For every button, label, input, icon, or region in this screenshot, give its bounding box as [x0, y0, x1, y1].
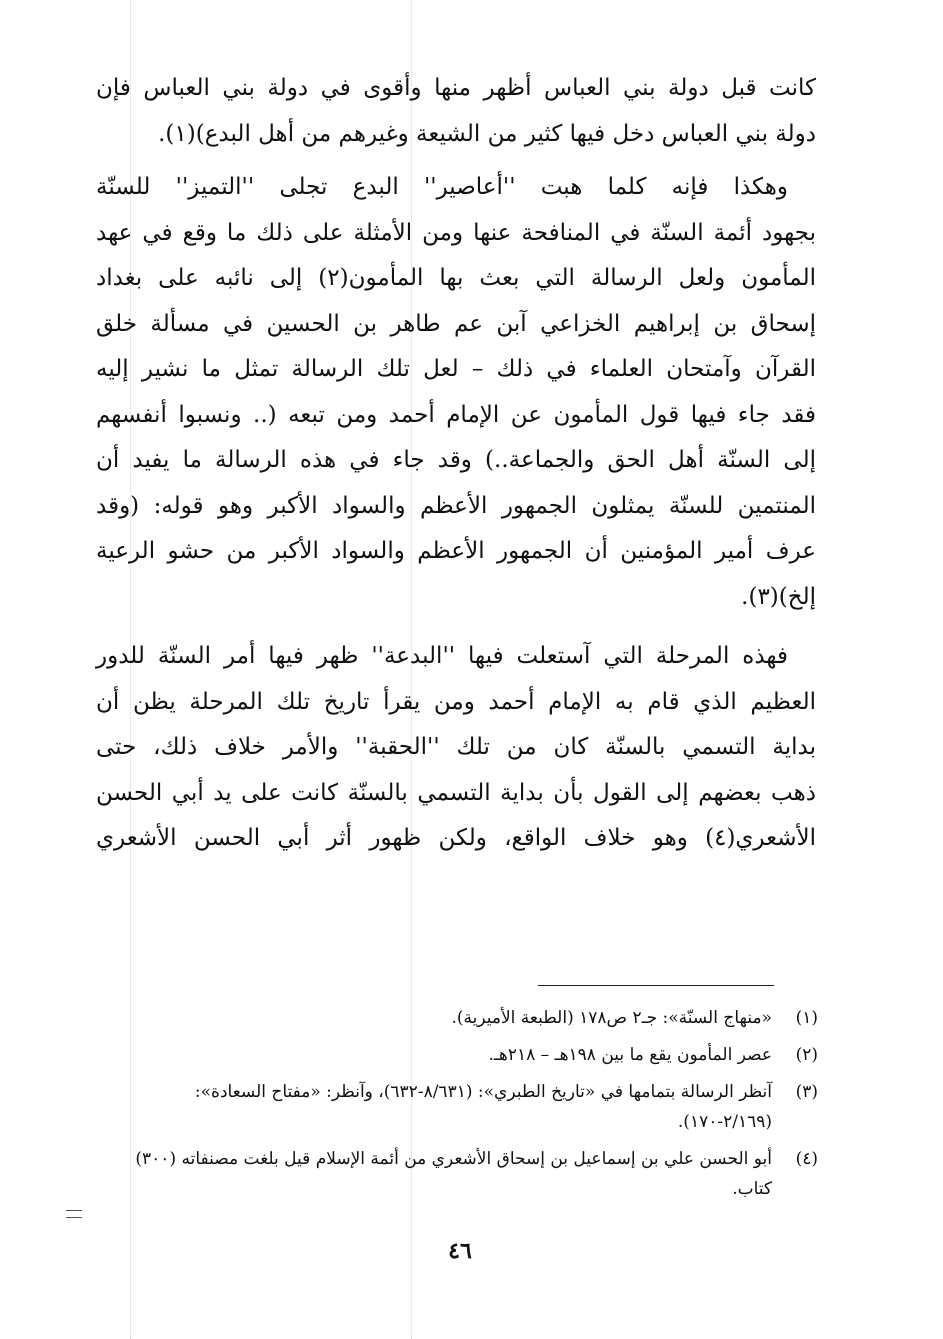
text-line: القرآن وآمتحان العلماء في ذلك – لعل تلك الرسالة تمثل ما نشير إليه	[96, 356, 816, 382]
footnote-text: عصر المأمون يقع ما بين ١٩٨هـ – ٢١٨هـ.	[488, 1045, 772, 1065]
footnote-text: «منهاج السنّة»: جـ٢ ص١٧٨ (الطبعة الأميرية).	[451, 1008, 772, 1028]
footnote-number: (١)	[795, 1008, 818, 1028]
text-line: كانت قبل دولة بني العباس أظهر منها وأقوى في دولة بني العباس فإن	[96, 75, 816, 101]
text-line: إلخ)(٣).	[741, 583, 816, 610]
footnotes	[96, 1003, 818, 1211]
paragraph-3	[96, 634, 816, 862]
paragraph-1	[96, 66, 816, 157]
text-line: ذهب بعضهم إلى القول بأن بداية التسمي بالسنّة كانت على يد أبي الحسن	[96, 779, 816, 806]
footnote-item	[96, 1003, 818, 1033]
paragraph-2	[96, 165, 816, 620]
footnote-text: آنظر الرسالة بتمامها في «تاريخ الطبري»: (٨/٦٣١-٦٣٢)، وآنظر: «مفتاح السعادة»: (٢/١٦٩-١٧٠).	[194, 1082, 772, 1132]
text-line: بجهود أئمة السنّة في المنافحة عنها ومن الأمثلة على ذلك ما وقع في عهد	[96, 219, 816, 246]
footnote-separator	[538, 985, 774, 986]
text-line: فهذه المرحلة التي آستعلت فيها ''البدعة'' ظهر فيها أمر السنّة للدور	[96, 643, 788, 669]
footnote-item	[96, 1144, 818, 1204]
page-number: ٤٦	[448, 1238, 472, 1264]
text-line: عرف أمير المؤمنين أن الجمهور الأعظم والسواد الأكبر من حشو الرعية	[96, 538, 816, 564]
text-line: الأشعري(٤) وهو خلاف الواقع، ولكن ظهور أثر أبي الحسن الأشعري	[96, 825, 816, 851]
main-text	[96, 66, 816, 862]
footnote-number: (٤)	[795, 1149, 818, 1169]
footnote-number: (٢)	[795, 1045, 818, 1065]
text-line: بداية التسمي بالسنّة كان من تلك ''الحقبة'' والأمر خلاف ذلك، حتى	[96, 734, 816, 760]
footnote-item	[96, 1040, 818, 1070]
margin-mark	[66, 1210, 82, 1218]
footnote-text: أبو الحسن علي بن إسماعيل بن إسحاق الأشعري من أئمة الإسلام قيل بلغت مصنفاته (٣٠٠) كتاب.	[135, 1149, 772, 1199]
text-line: إسحاق بن إبراهيم الخزاعي آبن عم طاهر بن الحسين في مسألة خلق	[96, 310, 816, 337]
text-line: العظيم الذي قام به الإمام أحمد ومن يقرأ تاريخ تلك المرحلة يظن أن	[96, 688, 816, 715]
footnote-item	[96, 1077, 818, 1137]
text-line: إلى السنّة أهل الحق والجماعة..) وقد جاء في هذه الرسالة ما يفيد أن	[96, 447, 816, 473]
text-line: دولة بني العباس دخل فيها كثير من الشيعة وغيرهم من أهل البدع)(١).	[158, 120, 816, 147]
footnote-number: (٣)	[795, 1082, 818, 1102]
text-line: المنتمين للسنّة يمثلون الجمهور الأعظم والسواد الأكبر وهو قوله: (وقد	[96, 492, 816, 519]
text-line: المأمون ولعل الرسالة التي بعث بها المأمون(٢) إلى نائبه على بغداد	[96, 265, 817, 291]
text-line: وهكذا فإنه كلما هبت ''أعاصير'' البدع تجلى ''التميز'' للسنّة	[96, 174, 788, 200]
text-line: فقد جاء فيها قول المأمون عن الإمام أحمد ومن تبعه (.. ونسبوا أنفسهم	[96, 401, 816, 428]
